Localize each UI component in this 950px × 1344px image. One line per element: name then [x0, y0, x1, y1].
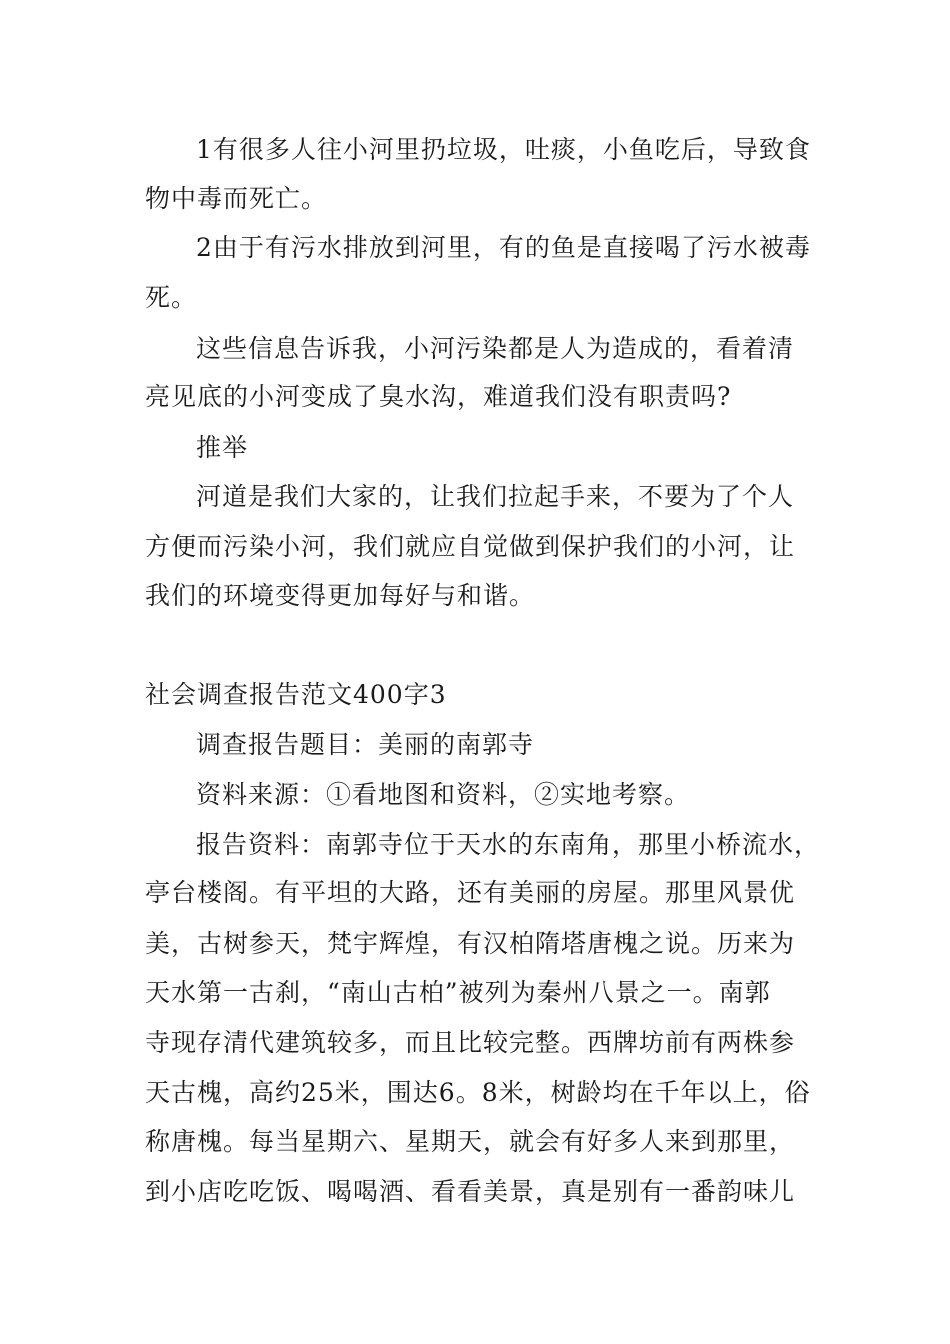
- paragraph-line: 称唐槐。每当星期六、星期天，就会有好多人来到那里，: [145, 1127, 796, 1156]
- paragraph-line: 物中毒而死亡。: [145, 184, 328, 213]
- paragraph-line: 美，古树参天，梵宇辉煌，有汉柏隋塔唐槐之说。历来为: [145, 929, 796, 958]
- article-title: 社会调查报告范文400字3: [145, 680, 447, 709]
- paragraph-line: 调查报告题目：美丽的南郭寺: [196, 730, 535, 759]
- paragraph-line: 天水第一古刹，“南山古柏”被列为秦州八景之一。南郭: [145, 978, 771, 1007]
- paragraph-line: 2由于有污水排放到河里，有的鱼是直接喝了污水被毒: [196, 233, 811, 262]
- paragraph-line: 亮见底的小河变成了臭水沟，难道我们没有职责吗?: [145, 382, 732, 411]
- paragraph-line: 我们的环境变得更加每好与和谐。: [145, 581, 536, 610]
- paragraph-line: 这些信息告诉我，小河污染都是人为造成的，看着清: [196, 334, 795, 363]
- paragraph-line: 资料来源：①看地图和资料，②实地考察。: [196, 780, 691, 809]
- paragraph-line: 1有很多人往小河里扔垃圾，吐痰，小鱼吃后，导致食: [196, 135, 811, 164]
- paragraph-line: 河道是我们大家的，让我们拉起手来，不要为了个人: [196, 482, 795, 511]
- paragraph-line: 到小店吃吃饭、喝喝酒、看看美景，真是别有一番韵味儿: [145, 1177, 796, 1206]
- paragraph-line: 亭台楼阁。有平坦的大路，还有美丽的房屋。那里风景优: [145, 878, 796, 907]
- paragraph-line: 死。: [145, 283, 198, 312]
- paragraph-line: 天古槐，高约25米，围达6。8米，树龄均在千年以上，俗: [145, 1078, 811, 1107]
- paragraph-line: 报告资料：南郭寺位于天水的东南角，那里小桥流水，: [196, 830, 821, 859]
- paragraph-line: 寺现存清代建筑较多，而且比较完整。西牌坊前有两株参: [145, 1028, 796, 1057]
- section-heading: 推举: [196, 433, 249, 462]
- paragraph-line: 方便而污染小河，我们就应自觉做到保护我们的小河，让: [145, 532, 796, 561]
